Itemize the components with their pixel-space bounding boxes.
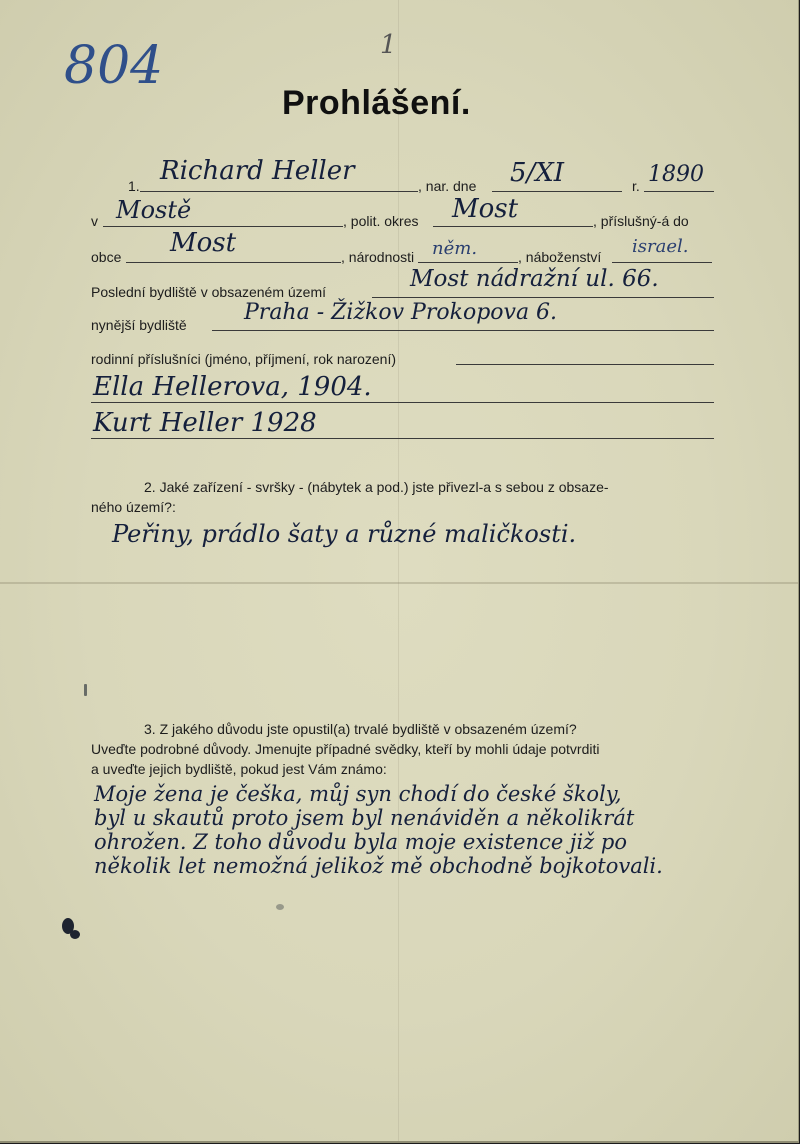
birth-place-label: v <box>91 213 98 229</box>
section2-question-line2: ného území?: <box>91 499 176 515</box>
name-value: Richard Heller <box>160 156 355 186</box>
section3-question-line2: Uveďte podrobné důvody. Jmenujte případné svědky, kteří by mohli údaje potvrditi <box>91 741 600 757</box>
ink-blot <box>70 930 80 939</box>
section2-question-line1: 2. Jaké zařízení - svršky - (nábytek a pod.) jste přivezl-a s sebou z obsaze- <box>144 479 609 495</box>
family-member: Kurt Heller 1928 <box>93 408 317 438</box>
section3-answer-line: několik let nemožná jelikož mě obchodně bojkotovali. <box>94 854 663 878</box>
last-residence-line <box>372 297 714 298</box>
paper-fold-horizontal <box>0 582 798 584</box>
current-residence-line <box>212 330 714 331</box>
nationality-value: něm. <box>432 238 478 259</box>
family-member: Ella Hellerova, 1904. <box>93 372 372 402</box>
birth-date-line <box>492 191 622 192</box>
section3-answer-line: ohrožen. Z toho důvodu byla moje existence již po <box>94 830 627 854</box>
district-value: Most <box>452 194 519 224</box>
ink-mark <box>276 904 284 910</box>
current-residence-label: nynější bydliště <box>91 317 187 333</box>
birth-date-label: , nar. dne <box>418 178 477 194</box>
family-line-2 <box>91 402 714 403</box>
section3-answer-line: byl u skautů proto jsem byl nenáviděn a několikrát <box>94 806 635 830</box>
belongs-to-label: , příslušný-á do <box>593 213 689 229</box>
section3-question-line1: 3. Z jakého důvodu jste opustil(a) trvalé bydliště v obsazeném území? <box>144 721 577 737</box>
birth-year-label: r. <box>632 178 640 194</box>
section3-answer-line: Moje žena je češka, můj syn chodí do české školy, <box>94 782 622 806</box>
municipality-line <box>126 262 341 263</box>
family-label: rodinní příslušníci (jméno, příjmení, rok narození) <box>91 351 397 367</box>
municipality-value: Most <box>170 228 237 258</box>
family-line <box>456 364 714 365</box>
name-line <box>140 191 418 192</box>
family-line-3 <box>91 438 714 439</box>
page-title: Prohlášení. <box>282 84 471 122</box>
last-residence-label: Poslední bydliště v obsazeném území <box>91 284 327 300</box>
district-line <box>433 226 593 227</box>
ink-mark <box>84 684 87 696</box>
municipality-label: obce <box>91 249 122 265</box>
birth-date-value: 5/XI <box>510 158 565 188</box>
birth-year-line <box>644 191 714 192</box>
page-number: 1 <box>380 30 397 60</box>
section1-number: 1. <box>128 178 140 194</box>
last-residence-value: Most nádražní ul. 66. <box>410 266 659 292</box>
nationality-label: , národnosti <box>341 249 415 265</box>
birth-place-line <box>103 226 343 227</box>
religion-line <box>612 262 712 263</box>
current-residence-value: Praha - Žižkov Prokopova 6. <box>244 300 558 325</box>
religion-value: israel. <box>632 236 689 257</box>
section2-answer: Peřiny, prádlo šaty a různé maličkosti. <box>112 520 577 548</box>
birth-year-value: 1890 <box>648 162 704 187</box>
file-number: 804 <box>64 36 164 96</box>
nationality-line <box>418 262 518 263</box>
paper-fold-vertical <box>398 0 399 1141</box>
religion-label: , náboženství <box>518 249 602 265</box>
section3-question-line3: a uveďte jejich bydliště, pokud jest Vám známo: <box>91 761 387 777</box>
district-label: , polit. okres <box>343 213 419 229</box>
birth-place-value: Mostě <box>116 196 192 224</box>
